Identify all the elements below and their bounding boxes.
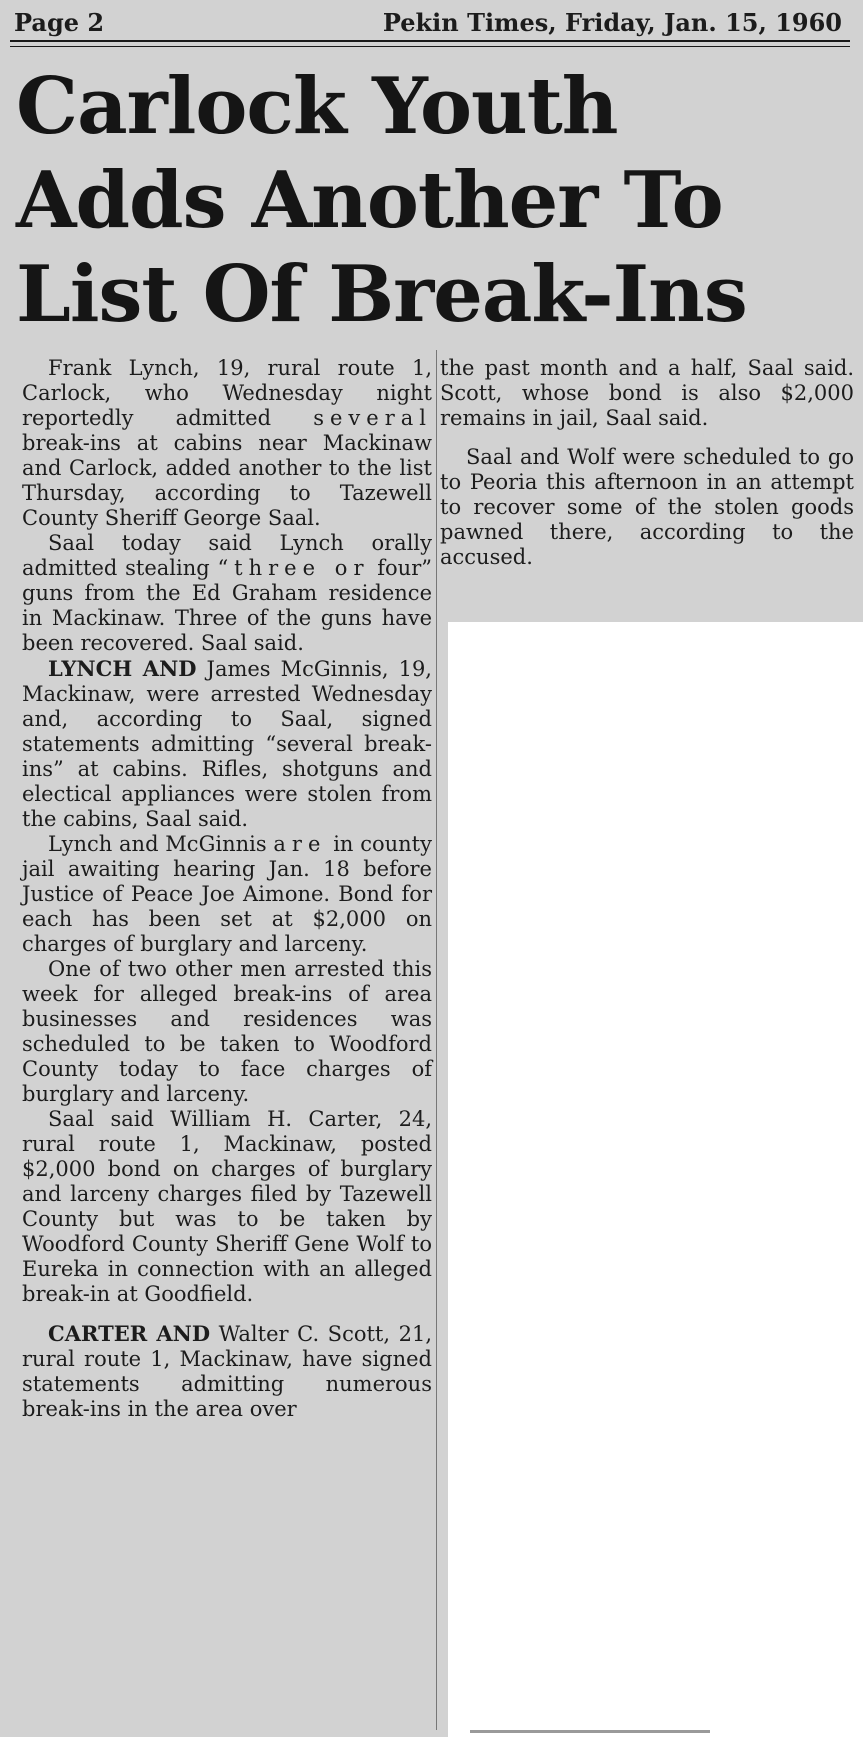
paragraph: Saal said William H. Carter, 24, rural route 1, Mackinaw, posted $2,000 bond on charges of burglary and larceny charges filed by Tazewell County but was to be taken by Woodford County Sheriff Gene Wolf to Eureka in connection with an alleged break-in at Goodfield. [22,1107,432,1306]
paragraph: LYNCH AND James McGinnis, 19, Mackinaw, were arrested Wednesday and, according to Saal, signed statements admitting “several break-ins” at cabins. Rifles, shotguns and electical appliances were stolen from the cabins, Saal said. [22,656,432,831]
column-divider [436,350,437,1730]
paragraph: Frank Lynch, 19, rural route 1, Carlock, who Wednesday night reportedly admitted several break-ins at cabins near Mackinaw and Carlock, added another to the list Thursday, according to Tazewell County Sheriff George Saal. [22,356,432,530]
paragraph: One of two other men arrested this week for alleged break-ins of area businesses and residences was scheduled to be taken to Woodford County today to face charges of burglary and larceny. [22,957,432,1106]
paragraph: CARTER AND Walter C. Scott, 21, rural route 1, Mackinaw, have signed statements admitting numerous break-ins in the area over [22,1321,432,1421]
headline [16,60,836,342]
cutoff-text-fragment [470,1722,770,1737]
paragraph-lead: CARTER AND [48,1321,211,1346]
paragraph: Lynch and McGinnis are in county jail awaiting hearing Jan. 18 before Justice of Peace Joe Aimone. Bond for each has been set at $2,000 on charges of burglary and larceny. [22,832,432,956]
article-column-2 [440,356,854,570]
page-header [8,4,850,42]
article-column-1 [22,356,432,1422]
headline-line-3: List Of Break-Ins [16,249,747,340]
header-rule [10,40,850,42]
headline-line-2: Adds Another To [16,155,723,246]
blank-area [448,622,863,1737]
paragraph: the past month and a half, Saal said. Scott, whose bond is also $2,000 remains in jail, Saal said. [440,356,854,430]
paragraph: Saal today said Lynch orally admitted stealing “three or four” guns from the Ed Graham residence in Mackinaw. Three of the guns have been recovered. Saal said. [22,531,432,655]
header-rule-thin [10,46,850,47]
newspaper-dateline: Pekin Times, Friday, Jan. 15, 1960 [382,8,842,37]
page-number: Page 2 [14,8,105,37]
paragraph: Saal and Wolf were scheduled to go to Peoria this afternoon in an attempt to recover some of the stolen goods pawned there, according to the accused. [440,445,854,569]
paragraph-lead: LYNCH AND [48,656,197,681]
headline-line-1: Carlock Youth [16,61,618,152]
